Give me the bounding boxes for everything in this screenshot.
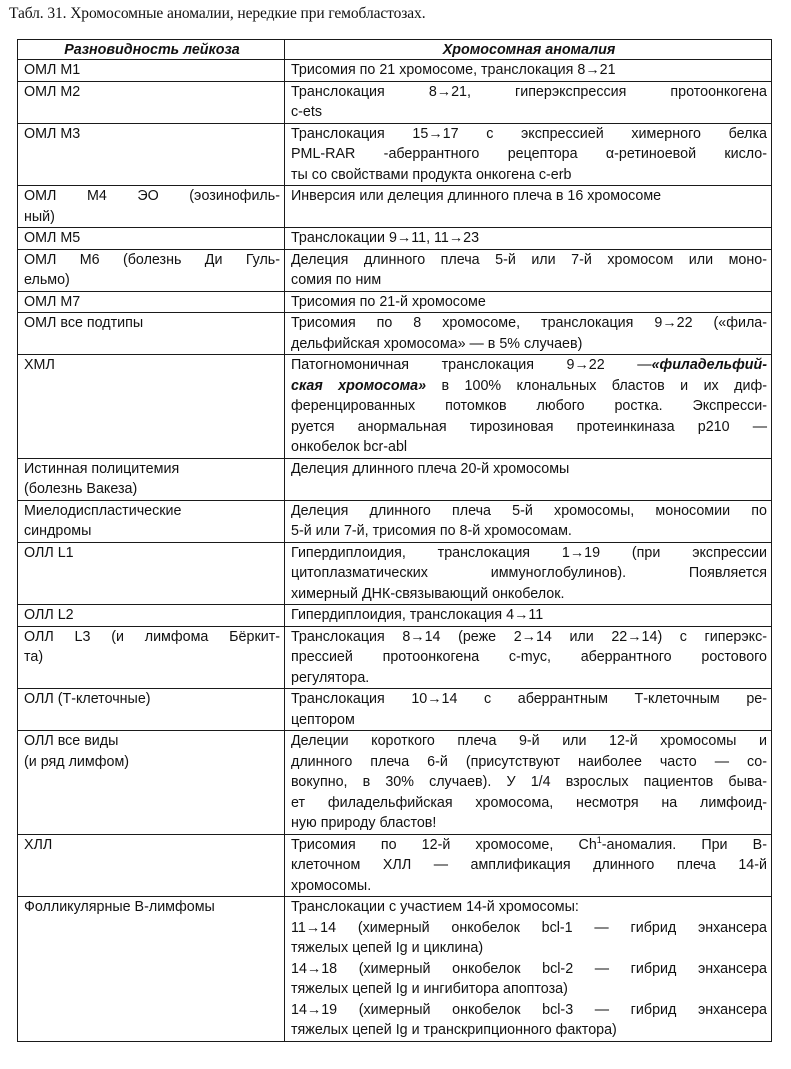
table-caption: Табл. 31. Хромосомные аномалии, нередкие при гемобластозах. xyxy=(9,5,426,22)
leukemia-type-cell xyxy=(18,542,285,605)
anomaly-line: цептором xyxy=(291,711,355,728)
leukemia-type-line: ОМЛ все подтипы xyxy=(24,315,144,331)
anomaly-line: Транслокация 8→21, гиперэкспрессия протоонкогена xyxy=(291,83,767,100)
anomaly-cell xyxy=(285,291,772,313)
table-row xyxy=(18,689,772,731)
leukemia-type-cell xyxy=(18,123,285,186)
anomaly-cell xyxy=(285,228,772,250)
anomaly-line: сомия по ним xyxy=(291,272,382,288)
anomaly-text: в 100% клональных бластов и их диф- xyxy=(426,377,767,394)
leukemia-type-line: та) xyxy=(24,649,44,665)
anomaly-cell xyxy=(285,249,772,291)
anomaly-cell xyxy=(285,626,772,689)
table-row xyxy=(18,897,772,1042)
anomaly-text: Трисомия по 12-й хромосоме, Ch xyxy=(291,836,597,853)
anomaly-line: Транслокации 9→11, 11→23 xyxy=(291,230,480,246)
anomaly-line xyxy=(291,376,767,397)
table-row xyxy=(18,731,772,835)
anomaly-line: прессией протоонкогена c-myc, аберрантного ростового xyxy=(291,649,767,665)
leukemia-type-cell xyxy=(18,291,285,313)
anomaly-line: Инверсия или делеция длинного плеча в 16 хромосоме xyxy=(291,188,662,204)
anomaly-cell xyxy=(285,897,772,1042)
leukemia-type-line: (и ряд лимфом) xyxy=(24,753,130,770)
philadelphia-term: «филадельфий- xyxy=(651,357,767,373)
leukemia-type-cell xyxy=(18,605,285,627)
table-row xyxy=(18,626,772,689)
leukemia-type-cell xyxy=(18,355,285,459)
leukemia-type-line: ОЛЛ (Т-клеточные) xyxy=(24,691,151,707)
table-header-row xyxy=(18,40,772,60)
anomaly-cell xyxy=(285,605,772,627)
anomaly-cell xyxy=(285,689,772,731)
leukemia-type-cell xyxy=(18,228,285,250)
leukemia-type-cell xyxy=(18,313,285,355)
anomaly-line: Транслокация 15→17 с экспрессией химерного белка xyxy=(291,125,767,142)
anomaly-line: 5-й или 7-й, трисомия по 8-й хромосомам. xyxy=(291,523,572,539)
table-row xyxy=(18,123,772,186)
anomaly-line: химерный ДНК-связывающий онкобелок. xyxy=(291,585,565,602)
table-row xyxy=(18,542,772,605)
anomaly-text: -аномалия. При В- xyxy=(601,836,767,853)
anomaly-line: ты со свойствами продукта онкогена c-erb xyxy=(291,166,572,183)
leukemia-type-line: Миелодиспластические xyxy=(24,502,182,519)
leukemia-type-cell xyxy=(18,81,285,123)
anomaly-line: длинного плеча 6-й (присутствуют наиболее часто — со- xyxy=(291,753,767,770)
anomaly-line: руется анормальная тирозиновая протеинкиназа р210 — xyxy=(291,418,767,435)
anomaly-text: Патогномоничная транслокация 9→22 — xyxy=(291,357,652,373)
anomaly-line: 11→14 (химерный онкобелок bcl-1 — гибрид энхансера xyxy=(291,919,767,936)
leukemia-type-line: ОЛЛ все виды xyxy=(24,733,119,749)
leukemia-type-cell xyxy=(18,458,285,500)
superscript: 1 xyxy=(596,834,602,845)
table-row xyxy=(18,605,772,627)
anomaly-line: тяжелых цепей Ig и транскрипционного фактора) xyxy=(291,1022,617,1038)
anomaly-line: Делеция длинного плеча 5-й или 7-й хромосом или моно- xyxy=(291,251,767,268)
anomaly-line xyxy=(291,355,767,376)
table-row xyxy=(18,60,772,82)
leukemia-type-cell xyxy=(18,689,285,731)
leukemia-type-line: ХМЛ xyxy=(24,357,55,373)
leukemia-type-cell xyxy=(18,834,285,897)
table-row xyxy=(18,291,772,313)
leukemia-type-line: ный) xyxy=(24,208,55,225)
anomaly-line: хромосомы. xyxy=(291,877,372,894)
anomaly-line: вокупно, в 30% случаев). У 1/4 взрослых пациентов быва- xyxy=(291,774,767,790)
leukemia-type-line: ОМЛ М7 xyxy=(24,293,81,310)
leukemia-type-line: ОМЛ М4 ЭО (эозинофиль- xyxy=(24,188,280,204)
anomaly-line: Гипердиплоидия, транслокация 4→11 xyxy=(291,607,544,623)
anomaly-line: Делеции короткого плеча 9-й или 12-й хромосомы и xyxy=(291,733,767,749)
anomaly-line: Трисомия по 21 хромосоме, транслокация 8→21 xyxy=(291,62,616,78)
anomaly-line: ференцированных потомков любого ростка. Экспресси- xyxy=(291,398,767,414)
table-row xyxy=(18,834,772,897)
anomaly-line: Транслокация 10→14 с аберрантным Т-клеточным ре- xyxy=(291,691,767,707)
anomaly-cell xyxy=(285,834,772,897)
leukemia-type-cell xyxy=(18,186,285,228)
anomaly-line: c-ets xyxy=(291,104,322,120)
leukemia-type-line: ХЛЛ xyxy=(24,836,53,853)
anomaly-line: Трисомия по 8 хромосоме, транслокация 9→22 («фила- xyxy=(291,315,767,331)
anomaly-line: PML-RAR -аберрантного рецептора α-ретиноевой кисло- xyxy=(291,146,767,162)
anomaly-line: цитоплазматических иммуноглобулинов). Появляется xyxy=(291,565,767,581)
leukemia-type-cell xyxy=(18,731,285,835)
leukemia-type-cell xyxy=(18,249,285,291)
header-leukemia-type: Разновидность лейкоза xyxy=(18,40,285,60)
chromosome-anomalies-table xyxy=(17,39,772,1042)
anomaly-line: ную природу бластов! xyxy=(291,815,437,831)
leukemia-type-line: (болезнь Вакеза) xyxy=(24,481,138,497)
leukemia-type-line: ОМЛ М2 xyxy=(24,83,81,100)
leukemia-type-line: ельмо) xyxy=(24,272,70,288)
header-chromosome-anomaly: Хромосомная аномалия xyxy=(285,40,772,60)
leukemia-type-line: ОЛЛ L1 xyxy=(24,544,74,561)
table-row xyxy=(18,249,772,291)
anomaly-line: Гипердиплоидия, транслокация 1→19 (при экспрессии xyxy=(291,544,767,561)
leukemia-type-cell xyxy=(18,626,285,689)
anomaly-line: клеточном ХЛЛ — амплификация длинного плеча 14-й xyxy=(291,857,767,873)
anomaly-cell xyxy=(285,458,772,500)
anomaly-line: тяжелых цепей Ig и циклина) xyxy=(291,940,484,956)
anomaly-line: регулятора. xyxy=(291,669,370,686)
philadelphia-term: ская хромосома» xyxy=(291,377,427,394)
anomaly-cell xyxy=(285,542,772,605)
table-row xyxy=(18,500,772,542)
leukemia-type-line: ОМЛ М5 xyxy=(24,230,81,246)
anomaly-cell xyxy=(285,123,772,186)
table-row xyxy=(18,228,772,250)
anomaly-line: тяжелых цепей Ig и ингибитора апоптоза) xyxy=(291,981,568,997)
anomaly-cell xyxy=(285,355,772,459)
leukemia-type-line: Фолликулярные В-лимфомы xyxy=(24,899,215,915)
anomaly-line: 14→19 (химерный онкобелок bcl-3 — гибрид энхансера xyxy=(291,1001,767,1018)
table-row xyxy=(18,355,772,459)
anomaly-cell xyxy=(285,731,772,835)
leukemia-type-cell xyxy=(18,500,285,542)
leukemia-type-line: ОМЛ М6 (болезнь Ди Гуль- xyxy=(24,251,280,268)
anomaly-line: ет филадельфийская хромосома, несмотря на лимфоид- xyxy=(291,794,767,811)
anomaly-cell xyxy=(285,313,772,355)
anomaly-line: дельфийская хромосома» — в 5% случаев) xyxy=(291,335,583,352)
leukemia-type-line: ОМЛ М3 xyxy=(24,125,81,142)
table-row xyxy=(18,313,772,355)
anomaly-line: онкобелок bcr-abl xyxy=(291,439,408,455)
anomaly-line xyxy=(291,835,767,856)
table-row xyxy=(18,81,772,123)
leukemia-type-cell xyxy=(18,897,285,1042)
anomaly-cell xyxy=(285,186,772,228)
leukemia-type-line: Истинная полицитемия xyxy=(24,460,180,477)
anomaly-line: Делеция длинного плеча 20-й хромосомы xyxy=(291,460,570,477)
table-row xyxy=(18,186,772,228)
anomaly-line: 14→18 (химерный онкобелок bcl-2 — гибрид энхансера xyxy=(291,960,767,977)
anomaly-line: Делеция длинного плеча 5-й хромосомы, моносомии по xyxy=(291,502,767,519)
leukemia-type-line: ОЛЛ L2 xyxy=(24,607,74,623)
anomaly-cell xyxy=(285,500,772,542)
anomaly-cell xyxy=(285,81,772,123)
anomaly-line: Транслокация 8→14 (реже 2→14 или 22→14) с гиперэкс- xyxy=(291,628,767,645)
anomaly-cell xyxy=(285,60,772,82)
leukemia-type-line: ОМЛ М1 xyxy=(24,62,81,78)
leukemia-type-cell xyxy=(18,60,285,82)
leukemia-type-line: ОЛЛ L3 (и лимфома Бёркит- xyxy=(24,628,280,645)
anomaly-line: Транслокации с участием 14-й хромосомы: xyxy=(291,899,579,915)
leukemia-type-line: синдромы xyxy=(24,523,92,539)
table-row xyxy=(18,458,772,500)
anomaly-line: Трисомия по 21-й хромосоме xyxy=(291,293,486,310)
